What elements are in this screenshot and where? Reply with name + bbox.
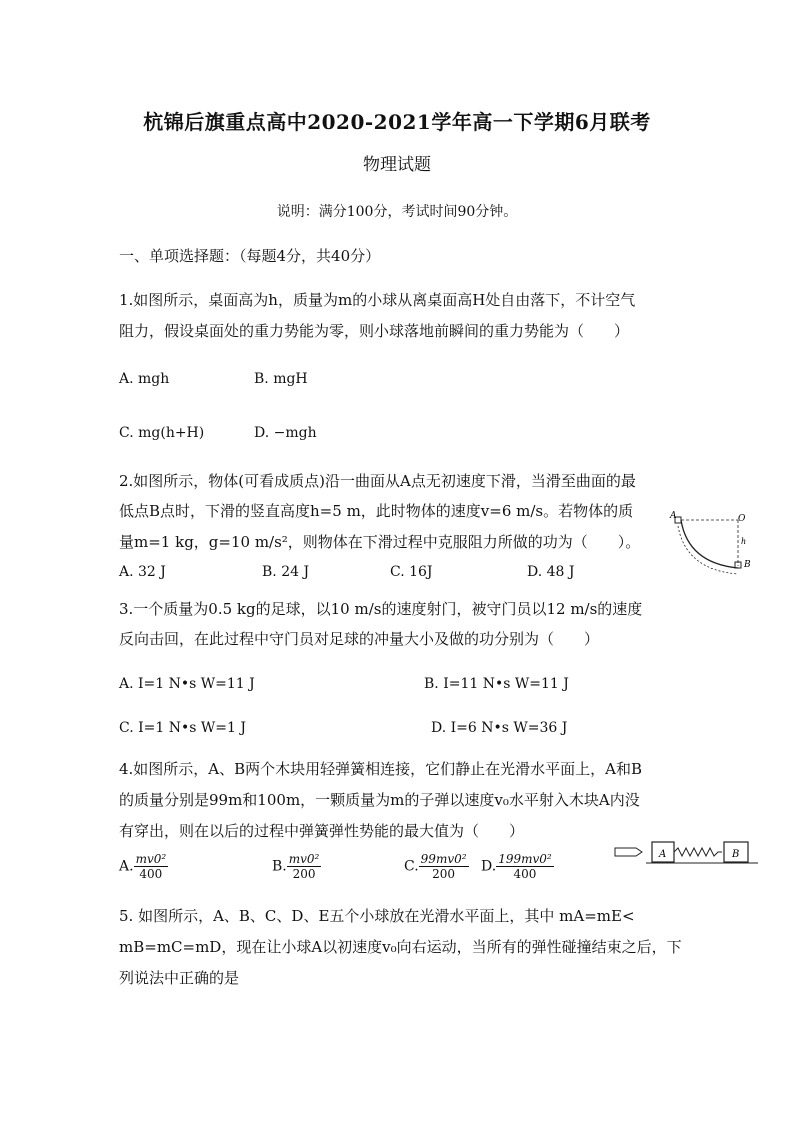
q4-option-c	[404, 852, 469, 881]
q1-option-d: D. −mgh	[254, 425, 317, 441]
q2-curve	[681, 520, 738, 568]
q2-label-h: h	[741, 537, 747, 546]
q4-option-b-denominator: 200	[292, 867, 316, 881]
q4-text-line1: 4.如图所示，A、B两个木块用轻弹簧相连接，它们静止在光滑水平面上，A和B	[119, 760, 643, 778]
q4-option-a-prefix: A.	[119, 858, 134, 875]
q4-text-line3: 有穿出，则在以后的过程中弹簧弹性势能的最大值为（ ）	[119, 822, 525, 840]
q4-spring-blocks-figure	[612, 838, 762, 870]
q2-label-b: B	[744, 560, 751, 570]
q4-option-c-prefix: C.	[404, 858, 419, 875]
q4-option-a-denominator: 400	[139, 867, 163, 881]
q1-option-a: A. mgh	[119, 371, 170, 387]
q2-option-c: C. 16J	[390, 564, 433, 580]
q4-label-a: A	[659, 849, 667, 860]
q4-option-b-prefix: B.	[272, 858, 287, 875]
q4-spring	[674, 848, 722, 856]
q2-text-line3: 量m=1 kg，g=10 m/s²，则物体在下滑过程中克服阻力所做的功为（ ）。	[119, 533, 641, 551]
q4-option-b-numerator: mv0²	[288, 852, 320, 866]
exam-note: 说明：满分100分，考试时间90分钟。	[276, 204, 518, 220]
q2-label-a: A	[670, 511, 677, 521]
section-heading: 一、单项选择题：（每题4分，共40分）	[119, 247, 381, 265]
q1-option-c: C. mg(h+H)	[119, 425, 205, 441]
q4-option-d-denominator: 400	[513, 867, 537, 881]
q4-option-d-prefix: D.	[481, 858, 497, 875]
q2-text-line1: 2.如图所示，物体(可看成质点)沿一曲面从A点无初速度下滑，当滑至曲面的最	[119, 472, 636, 490]
q4-option-d	[481, 852, 554, 881]
q5-text-line1: 5. 如图所示，A、B、C、D、E五个小球放在光滑水平面上，其中 mA=mE<	[119, 907, 635, 925]
exam-subtitle: 物理试题	[363, 155, 431, 175]
q2-label-o: O	[738, 514, 746, 524]
q1-text-line1: 1.如图所示，桌面高为h，质量为m的小球从离桌面高H处自由落下，不计空气	[119, 291, 636, 309]
q3-option-b: B. I=11 N•s W=11 J	[424, 676, 569, 692]
q2-option-d: D. 48 J	[527, 564, 575, 580]
q1-text-line2: 阻力，假设桌面处的重力势能为零，则小球落地前瞬间的重力势能为（ ）	[119, 322, 630, 340]
q3-option-c: C. I=1 N•s W=1 J	[119, 720, 246, 736]
q4-option-a	[119, 852, 168, 881]
q5-text-line2: mB=mC=mD，现在让小球A以初速度v₀向右运动，当所有的弹性碰撞结束之后，下	[119, 938, 682, 956]
q4-option-a-numerator: mv0²	[135, 852, 167, 866]
q4-bullet	[615, 848, 642, 856]
q3-text-line2: 反向击回，在此过程中守门员对足球的冲量大小及做的功分别为（ ）	[119, 630, 600, 648]
q4-text-line2: 的质量分别是99m和100m，一颗质量为m的子弹以速度v₀水平射入木块A内没	[119, 791, 640, 809]
q4-label-b: B	[732, 849, 740, 860]
q3-option-a: A. I=1 N•s W=11 J	[119, 676, 255, 692]
q3-option-d: D. I=6 N•s W=36 J	[431, 720, 568, 736]
q4-option-d-numerator: 199mv0²	[498, 852, 552, 866]
q2-option-a: A. 32 J	[119, 564, 166, 580]
q2-option-b: B. 24 J	[262, 564, 310, 580]
exam-title: 杭锦后旗重点高中2020-2021学年高一下学期6月联考	[143, 110, 651, 134]
q4-option-c-numerator: 99mv0²	[420, 852, 467, 866]
q4-option-c-denominator: 200	[432, 867, 456, 881]
q4-option-b	[272, 852, 321, 881]
q2-curved-surface-figure	[668, 508, 758, 576]
q1-option-b: B. mgH	[254, 371, 308, 387]
q2-text-line2: 低点B点时，下滑的竖直高度h=5 m，此时物体的速度v=6 m/s。若物体的质	[119, 502, 634, 520]
q3-text-line1: 3.一个质量为0.5 kg的足球，以10 m/s的速度射门，被守门员以12 m/s的速度	[119, 600, 643, 618]
q5-text-line3: 列说法中正确的是	[119, 969, 240, 987]
